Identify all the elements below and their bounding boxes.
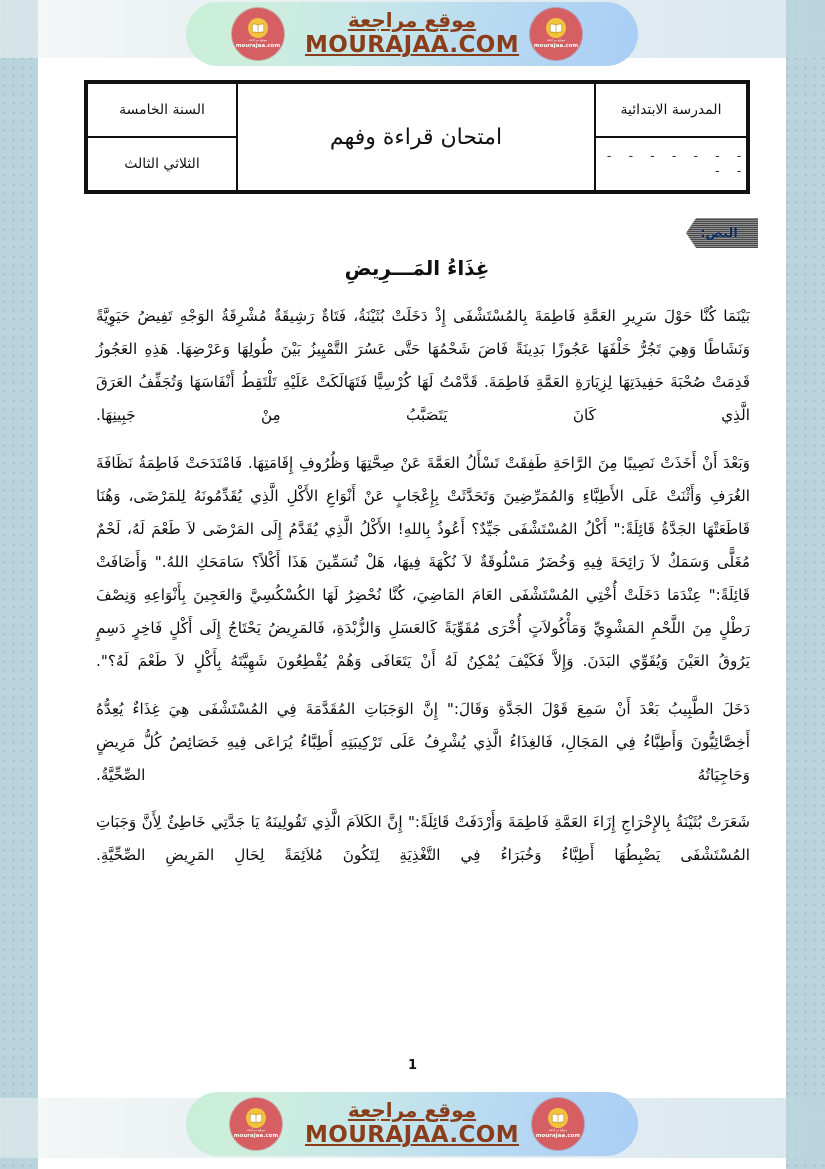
- passage-paragraph: شَعَرَتْ بُثَيْنَةُ بِالإِحْرَاجِ إِزَاءَ العَمَّةِ فَاطِمَةَ وَأَرْدَفَتْ قَائِلَةً:" إِنَّ الكَلاَمَ الَّذِي تَقُولِينَهُ يَا جَدَّتِي خَاطِئٌ لِأَنَّ وَجَبَاتِ المُسْتَشْفَى يَضْبِطُهَا أَطِبَّاءُ وَخُبَرَاءُ فِي التَّغْذِيَةِ لِتَكُونَ مُلاَئِمَةً لِحَالِ المَرِيضِ الصِّحِّيَّةِ.: [96, 812, 750, 865]
- logo-arabic-label: موقع مراجعة: [546, 38, 566, 43]
- term-row: [88, 138, 236, 190]
- logo-arabic-label: موقع مراجعة: [248, 38, 268, 43]
- promo-website-url: MOURAJAA.COM: [304, 32, 520, 59]
- term-label: الثلاثي الثالث: [124, 156, 200, 172]
- school-blank-field: - - - - - - - - -: [605, 149, 746, 179]
- class-year-label: السنة الخامسة: [119, 102, 205, 118]
- bottom-promo-banner: [0, 1084, 825, 1169]
- logo-arabic-label: موقع مراجعة: [548, 1128, 568, 1133]
- school-name-row: [596, 84, 746, 138]
- logo-arabic-label: موقع مراجعة: [246, 1128, 266, 1133]
- school-name-label: المدرسة الابتدائية: [620, 102, 722, 118]
- mourajaa-logo-right[interactable]: [530, 8, 582, 60]
- book-icon: [546, 18, 566, 38]
- book-icon: [548, 1108, 568, 1128]
- promo-website-url: MOURAJAA.COM: [304, 1122, 520, 1149]
- passage-paragraph: وَبَعْدَ أَنْ أَخَذَتْ نَصِيبًا مِنَ الرَّاحَةِ طَفِقَتْ تَسْأَلُ العَمَّةَ عَنْ صِحَّتِهَا وَظُرُوفِ إِقَامَتِهَا. فَامْتَدَحَتْ فَاطِمَةُ نَظَافَةَ الغُرَفِ وَأَثْنَتْ عَلَى الأَطِبَّاءِ وَالمُمَرِّضِينَ وَتَحَدَّثَتْ بِإِعْجَابٍ عَنْ أَنْوَاعِ الأَكْلِ الَّذِي يُقَدِّمُونَهُ لِلمَرْضَى، وَهُنَا قَاطَعَتْهَا الجَدَّةُ قَائِلَةً:" أَكْلُ المُسْتَشْفَى جَيِّدٌ؟ أَعُوذُ بِاللهِ! الأَكْلُ الَّذِي يُقَدَّمُ إِلَى المَرْضَى لاَ طَعْمَ لَهُ، لَحْمٌ مُغَلًّى وَسَمَكٌ لاَ رَائِحَةَ فِيهِ وَخُضَرٌ مَسْلُوقَةٌ لاَ نُكْهَةَ فِيهَا، هَلْ تُسَمِّينَ هَذَا أَكْلاً؟ سَامَحَكِ اللهُ." وَأَضَافَتْ قَائِلَةً:" عِنْدَمَا دَخَلَتْ أُخْتِي المُسْتَشْفَى العَامَ المَاضِيَ، كُنَّا نُحْضِرُ لَهَا الكُسْكُسِيَّ وَالعَجِينَ بِأَنْوَاعِهِ وَنِصْفَ رَطْلٍ مِنَ اللَّحْمِ المَشْوِيِّ وَمَأْكُولاَتٍ أُخْرَى مُقَوِّيَةً كَالعَسَلِ وَالزُّبْدَةِ، فَالمَرِيضُ يَحْتَاجُ إِلَى أَكْلٍ فَاخِرٍ دَسِمٍ يَرُوقُ العَيْنَ وَيُقَوِّي البَدَنَ. وَإِلاَّ فَكَيْفَ يُمْكِنُ لَهُ أَنْ يَتَعَافَى وَهُمْ يُقْطِعُونَ شَهِيَّتَهُ بِأَكْلٍ لاَ طَعْمَ لَهُ؟".: [96, 453, 750, 671]
- exam-title-cell: [236, 84, 594, 190]
- page-number: 1: [407, 1058, 418, 1073]
- promo-arabic-title: موقع مراجعة: [347, 1098, 477, 1123]
- logo-english-label: mourajaa.com: [533, 42, 579, 49]
- exam-header-table: [84, 80, 750, 194]
- promo-arabic-title: موقع مراجعة: [347, 8, 477, 33]
- school-cell: [594, 84, 746, 190]
- text-section-tab: [686, 218, 758, 248]
- text-section-label: النص:: [700, 225, 738, 241]
- class-term-cell: [88, 84, 236, 190]
- passage-body: [96, 300, 750, 886]
- passage-paragraph: دَخَلَ الطَّبِيبُ بَعْدَ أَنْ سَمِعَ قَوْلَ الجَدَّةِ وَقَالَ:" إِنَّ الوَجَبَاتِ المُقَدَّمَةَ فِي المُسْتَشْفَى هِيَ غِذَاءٌ يُعِدُّهُ أَخِصَّائِيُّونَ وَأَطِبَّاءُ فِي المَجَالِ، فَالغِذَاءُ الَّذِي يُشْرِفُ عَلَى تَرْكِيبَتِهِ أَطِبَّاءُ يُرَاعَى فِيهِ خَصَائِصُ كُلُّ مَرِيضٍ وَحَاجِيَاتُهُ الصِّحِّيَّةُ.: [96, 699, 750, 784]
- passage-title: غِذَاءُ المَـــرِيضِ: [344, 256, 490, 280]
- school-blank-row[interactable]: [596, 138, 746, 190]
- logo-english-label: mourajaa.com: [535, 1132, 581, 1139]
- exam-title-label: امتحان قراءة وفهم: [329, 124, 503, 150]
- logo-english-label: mourajaa.com: [235, 42, 281, 49]
- mourajaa-logo-right[interactable]: [532, 1098, 584, 1150]
- class-year-row: [88, 84, 236, 138]
- logo-english-label: mourajaa.com: [233, 1132, 279, 1139]
- top-promo-banner: [0, 0, 825, 70]
- passage-paragraph: بَيْنَمَا كُنَّا حَوْلَ سَرِيرِ العَمَّةِ فَاطِمَةَ بِالمُسْتَشْفَى إِذْ دَخَلَتْ بُثَيْنَةُ، فَتَاةٌ رَشِيقَةٌ مُشْرِقَةُ الوَجْهِ تَفِيضُ حَيَوِيَّةً وَنَشَاطًا وَهِيَ تَجُرُّ خَلْفَهَا عَجُوزًا بَدِينَةً فَاضَ شَحْمُهَا حَتَّى عَسُرَ التَّمْيِيزُ بَيْنَ طُولِهَا وَعَرْضِهَا. هَذِهِ العَجُوزُ قَدِمَتْ صُحْبَةَ حَفِيدَتِهَا لِزِيَارَةِ العَمَّةِ فَاطِمَةَ. قَدَّمْتُ لَهَا كُرْسِيًّا فَتَهَالَكَتْ عَلَيْهِ تَلْتَقِطُ أَنْفَاسَهَا وَتُجَفِّفُ العَرَقَ الَّذِي كَانَ يَتَصَبَّبُ مِنْ جَبِينِهَا.: [96, 307, 750, 425]
